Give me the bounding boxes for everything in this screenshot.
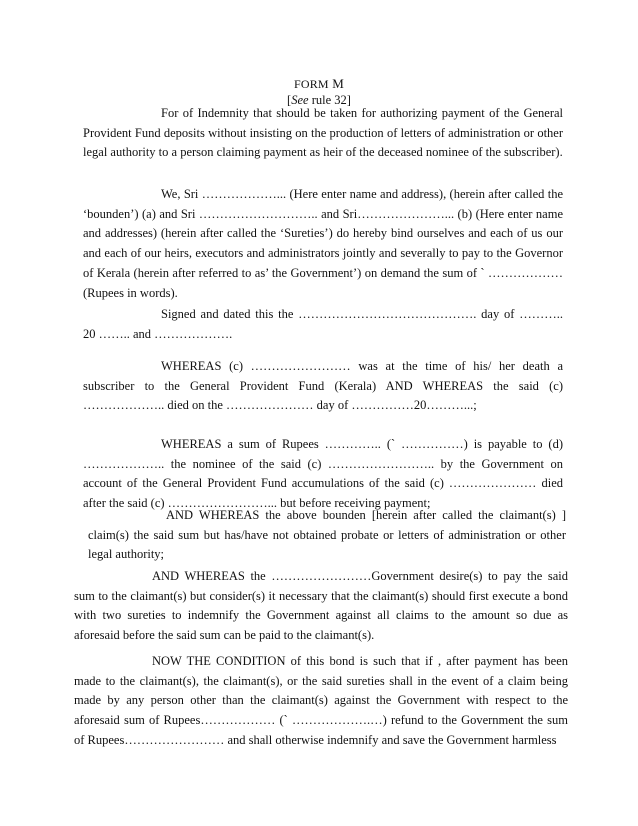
- paragraph-bond-parties: We, Sri ………………... (Here enter name and address), (herein after called the ‘bounden’) (a) and Sri ……………………….. and Sri…………………... (b) (Here enter name and addresses) (herein after called the ‘Sureties’) do hereby bind ourselves and each of us our and each of our heirs, executors and administrators jointly and severally to pay to the Governor of Kerala (herein after referred to as’ the Government’) on demand the sum of ` ……………… (Rupees in words).: [83, 187, 563, 300]
- paragraph-whereas-claimants: AND WHEREAS the above bounden [herein after called the claimant(s) ] claim(s) the said sum but has/have not obtained probate or letters of administration or other legal authority;: [88, 508, 566, 562]
- paragraph-indemnity-purpose: For of Indemnity that should be taken for authorizing payment of the General Provident Fund deposits without insisting on the production of letters of administration or other legal authority to a person claiming payment as heir of the deceased nominee of the subscriber).: [83, 106, 563, 160]
- form-title-letter: M: [328, 76, 345, 91]
- paragraph-condition-of-bond: NOW THE CONDITION of this bond is such that if , after payment has been made to the claimant(s), the claimant(s), or the said sureties shall in the event of a claim being made by any person other than the claimant(s) against the Government with respect to the aforesaid sum of Rupees……………… (` ……………….…) refund to the Government the sum of Rupees…………………… and shall otherwise indemnify and save the Government harmless: [74, 654, 568, 747]
- form-title-rest: ORM: [300, 77, 329, 91]
- paragraph-whereas-subscriber: WHEREAS (c) …………………… was at the time of his/ her death a subscriber to the General Provident Fund (Kerala) AND WHEREAS the said (c) ……………….. died on the ………………… day of ……………20………...;: [83, 359, 563, 413]
- form-title: [0, 76, 638, 92]
- rule-open-bracket: [: [287, 93, 292, 107]
- paragraph-whereas-government: AND WHEREAS the ……………………Government desire(s) to pay the said sum to the claimant(s) but consider(s) it necessary that the claimant(s) should first execute a bond with two sureties to indemnify the Government against all claims to the amount so due as aforesaid before the said sum can be paid to the claimant(s).: [74, 569, 568, 643]
- form-title-initial: F: [293, 77, 301, 91]
- paragraph-signed-dated: Signed and dated this the ……………………………………. day of ……….. 20 …….. and ……………….: [83, 307, 563, 341]
- rule-see-label: See: [291, 93, 309, 107]
- rule-number: rule 32]: [308, 93, 351, 107]
- paragraph-whereas-sum-payable: WHEREAS a sum of Rupees ………….. (` ……………) is payable to (d) ……………….. the nominee of the said (c) …………………….. by the Government on account of the General Provident Fund accumulations of the said (c) ………………… died after the said (c) ……………………... but before receiving payment;: [83, 437, 563, 511]
